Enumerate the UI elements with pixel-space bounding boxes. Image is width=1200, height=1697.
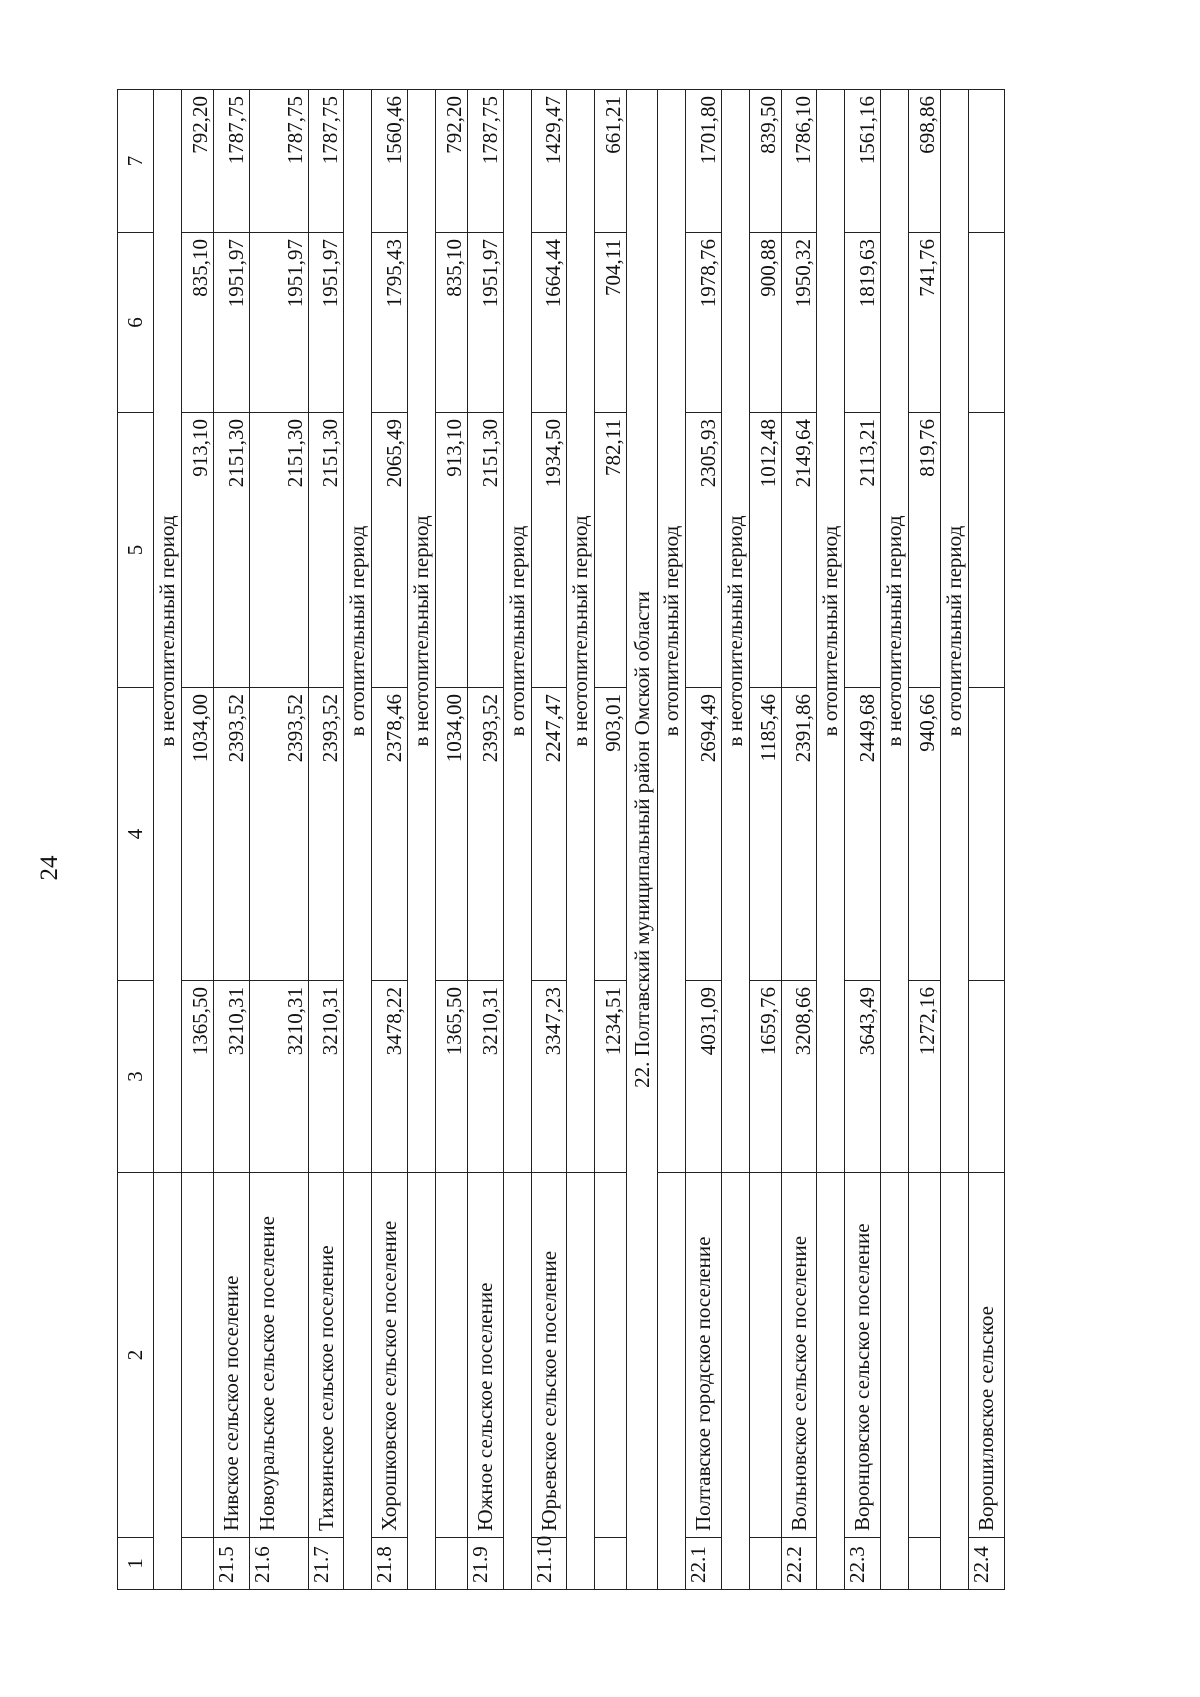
period-row xyxy=(817,90,845,1590)
value-col-6: 835,10 xyxy=(435,233,467,413)
column-header: 7 xyxy=(118,90,154,233)
row-number: 22.2 xyxy=(781,1538,817,1590)
value-col-3: 3643,49 xyxy=(845,981,881,1173)
value-col-5: 2151,30 xyxy=(308,413,344,688)
row-number xyxy=(182,1538,214,1590)
table-row xyxy=(595,90,627,1590)
settlement-name: Воронцовское сельское поселение xyxy=(845,1173,881,1538)
period-row xyxy=(941,90,969,1590)
value-col-7: 1560,46 xyxy=(372,90,408,233)
section-title: 22. Полтавский муниципальный район Омской области xyxy=(627,90,658,1590)
value-col-6: 1978,76 xyxy=(686,233,722,413)
tariff-table xyxy=(117,89,1005,1590)
value-col-3: 3347,23 xyxy=(531,981,567,1173)
column-header: 2 xyxy=(118,1173,154,1538)
period-label: в неотопительный период xyxy=(154,90,182,1173)
column-header: 6 xyxy=(118,233,154,413)
period-row xyxy=(344,90,372,1590)
period-label: в отопительный период xyxy=(344,90,372,1173)
column-header-row xyxy=(118,90,154,1590)
row-number: 22.1 xyxy=(686,1538,722,1590)
value-col-6: 835,10 xyxy=(182,233,214,413)
settlement-name: Тихвинское сельское поселение xyxy=(308,1173,344,1538)
value-col-5: 782,11 xyxy=(595,413,627,688)
settlement-name xyxy=(909,1173,941,1538)
table-row xyxy=(214,90,250,1590)
value-col-5: 2151,30 xyxy=(467,413,503,688)
value-col-7: 792,20 xyxy=(435,90,467,233)
settlement-name xyxy=(435,1173,467,1538)
value-col-7: 1429,47 xyxy=(531,90,567,233)
value-col-7: 661,21 xyxy=(595,90,627,233)
row-number xyxy=(595,1538,627,1590)
period-row xyxy=(658,90,686,1590)
value-col-6: 1951,97 xyxy=(467,233,503,413)
value-col-4: 2391,86 xyxy=(781,688,817,981)
empty-cell xyxy=(817,1173,845,1590)
settlement-name: Вольновское сельское поселение xyxy=(781,1173,817,1538)
empty-cell xyxy=(407,1173,435,1590)
value-col-5: 913,10 xyxy=(435,413,467,688)
value-col-4: 2393,52 xyxy=(467,688,503,981)
settlement-name: Полтавское городское поселение xyxy=(686,1173,722,1538)
value-col-7: 1787,75 xyxy=(214,90,250,233)
value-col-5: 913,10 xyxy=(182,413,214,688)
page-number: 24 xyxy=(36,855,63,881)
table-row xyxy=(308,90,344,1590)
value-col-4: 903,01 xyxy=(595,688,627,981)
value-col-6: 704,11 xyxy=(595,233,627,413)
value-col-3 xyxy=(969,981,1005,1173)
table-row xyxy=(372,90,408,1590)
value-col-4: 1034,00 xyxy=(435,688,467,981)
table-row xyxy=(749,90,781,1590)
empty-cell xyxy=(344,1173,372,1590)
value-col-6 xyxy=(969,233,1005,413)
table-row xyxy=(686,90,722,1590)
settlement-name: Южное сельское поселение xyxy=(467,1173,503,1538)
value-col-3: 1272,16 xyxy=(909,981,941,1173)
row-number xyxy=(909,1538,941,1590)
settlement-name xyxy=(182,1173,214,1538)
empty-cell xyxy=(567,1173,595,1590)
period-label: в отопительный период xyxy=(817,90,845,1173)
table-row xyxy=(467,90,503,1590)
empty-cell xyxy=(658,1173,686,1590)
period-row xyxy=(881,90,909,1590)
row-number: 21.10 xyxy=(531,1538,567,1590)
value-col-7: 1701,80 xyxy=(686,90,722,233)
value-col-6: 1951,97 xyxy=(214,233,250,413)
empty-cell xyxy=(881,1173,909,1590)
value-col-3: 3210,31 xyxy=(308,981,344,1173)
table-row xyxy=(182,90,214,1590)
value-col-5: 2151,30 xyxy=(249,413,308,688)
value-col-4: 2393,52 xyxy=(249,688,308,981)
row-number: 21.5 xyxy=(214,1538,250,1590)
tariff-table-rotated xyxy=(117,90,1037,1590)
value-col-6: 741,76 xyxy=(909,233,941,413)
column-header: 3 xyxy=(118,981,154,1173)
value-col-5 xyxy=(969,413,1005,688)
period-label: в отопительный период xyxy=(503,90,531,1173)
empty-cell xyxy=(503,1173,531,1590)
table-row xyxy=(909,90,941,1590)
period-row xyxy=(503,90,531,1590)
section-header-row xyxy=(627,90,658,1590)
value-col-4: 940,66 xyxy=(909,688,941,981)
row-number: 21.7 xyxy=(308,1538,344,1590)
value-col-4: 2378,46 xyxy=(372,688,408,981)
row-number: 22.4 xyxy=(969,1538,1005,1590)
value-col-3: 3208,66 xyxy=(781,981,817,1173)
table-body xyxy=(118,90,1005,1590)
value-col-7: 1787,75 xyxy=(308,90,344,233)
value-col-6: 1819,63 xyxy=(845,233,881,413)
empty-cell xyxy=(154,1173,182,1590)
period-row xyxy=(567,90,595,1590)
value-col-3: 3478,22 xyxy=(372,981,408,1173)
value-col-5: 1012,48 xyxy=(749,413,781,688)
settlement-name: Юрьевское сельское поселение xyxy=(531,1173,567,1538)
value-col-6: 900,88 xyxy=(749,233,781,413)
value-col-4: 2449,68 xyxy=(845,688,881,981)
value-col-5: 2305,93 xyxy=(686,413,722,688)
row-number: 21.9 xyxy=(467,1538,503,1590)
value-col-7: 698,86 xyxy=(909,90,941,233)
value-col-4: 2393,52 xyxy=(308,688,344,981)
period-row xyxy=(721,90,749,1590)
value-col-3: 4031,09 xyxy=(686,981,722,1173)
value-col-4: 2247,47 xyxy=(531,688,567,981)
value-col-4 xyxy=(969,688,1005,981)
value-col-4: 2393,52 xyxy=(214,688,250,981)
value-col-3: 3210,31 xyxy=(214,981,250,1173)
row-number xyxy=(435,1538,467,1590)
settlement-name xyxy=(595,1173,627,1538)
row-number xyxy=(749,1538,781,1590)
value-col-6: 1950,32 xyxy=(781,233,817,413)
column-header: 5 xyxy=(118,413,154,688)
value-col-7: 1787,75 xyxy=(249,90,308,233)
column-header: 4 xyxy=(118,688,154,981)
period-row xyxy=(407,90,435,1590)
value-col-5: 819,76 xyxy=(909,413,941,688)
period-label: в неотопительный период xyxy=(407,90,435,1173)
column-header: 1 xyxy=(118,1538,154,1590)
empty-cell xyxy=(721,1173,749,1590)
table-row xyxy=(249,90,308,1590)
table-row xyxy=(845,90,881,1590)
value-col-7: 792,20 xyxy=(182,90,214,233)
period-label: в неотопительный период xyxy=(567,90,595,1173)
settlement-name: Хорошковское сельское поселение xyxy=(372,1173,408,1538)
empty-cell xyxy=(941,1173,969,1590)
period-label: в неотопительный период xyxy=(721,90,749,1173)
row-number: 21.6 xyxy=(249,1538,308,1590)
value-col-3: 1234,51 xyxy=(595,981,627,1173)
value-col-4: 1185,46 xyxy=(749,688,781,981)
settlement-name: Нивское сельское поселение xyxy=(214,1173,250,1538)
value-col-5: 1934,50 xyxy=(531,413,567,688)
period-label: в неотопительный период xyxy=(881,90,909,1173)
table-row xyxy=(969,90,1005,1590)
value-col-3: 1659,76 xyxy=(749,981,781,1173)
row-number: 21.8 xyxy=(372,1538,408,1590)
value-col-7: 1561,16 xyxy=(845,90,881,233)
value-col-7: 1787,75 xyxy=(467,90,503,233)
period-label: в отопительный период xyxy=(658,90,686,1173)
settlement-name xyxy=(749,1173,781,1538)
table-row xyxy=(435,90,467,1590)
value-col-6: 1664,44 xyxy=(531,233,567,413)
value-col-5: 2113,21 xyxy=(845,413,881,688)
period-label: в отопительный период xyxy=(941,90,969,1173)
value-col-5: 2149,64 xyxy=(781,413,817,688)
value-col-4: 1034,00 xyxy=(182,688,214,981)
value-col-7 xyxy=(969,90,1005,233)
value-col-3: 1365,50 xyxy=(182,981,214,1173)
table-row xyxy=(781,90,817,1590)
period-row xyxy=(154,90,182,1590)
value-col-6: 1951,97 xyxy=(308,233,344,413)
value-col-3: 1365,50 xyxy=(435,981,467,1173)
value-col-6: 1951,97 xyxy=(249,233,308,413)
value-col-5: 2151,30 xyxy=(214,413,250,688)
value-col-3: 3210,31 xyxy=(467,981,503,1173)
settlement-name: Новоуральское сельское поселение xyxy=(249,1173,308,1538)
value-col-7: 1786,10 xyxy=(781,90,817,233)
row-number: 22.3 xyxy=(845,1538,881,1590)
table-row xyxy=(531,90,567,1590)
value-col-4: 2694,49 xyxy=(686,688,722,981)
value-col-7: 839,50 xyxy=(749,90,781,233)
value-col-3: 3210,31 xyxy=(249,981,308,1173)
settlement-name: Ворошиловское сельское xyxy=(969,1173,1005,1538)
value-col-5: 2065,49 xyxy=(372,413,408,688)
value-col-6: 1795,43 xyxy=(372,233,408,413)
